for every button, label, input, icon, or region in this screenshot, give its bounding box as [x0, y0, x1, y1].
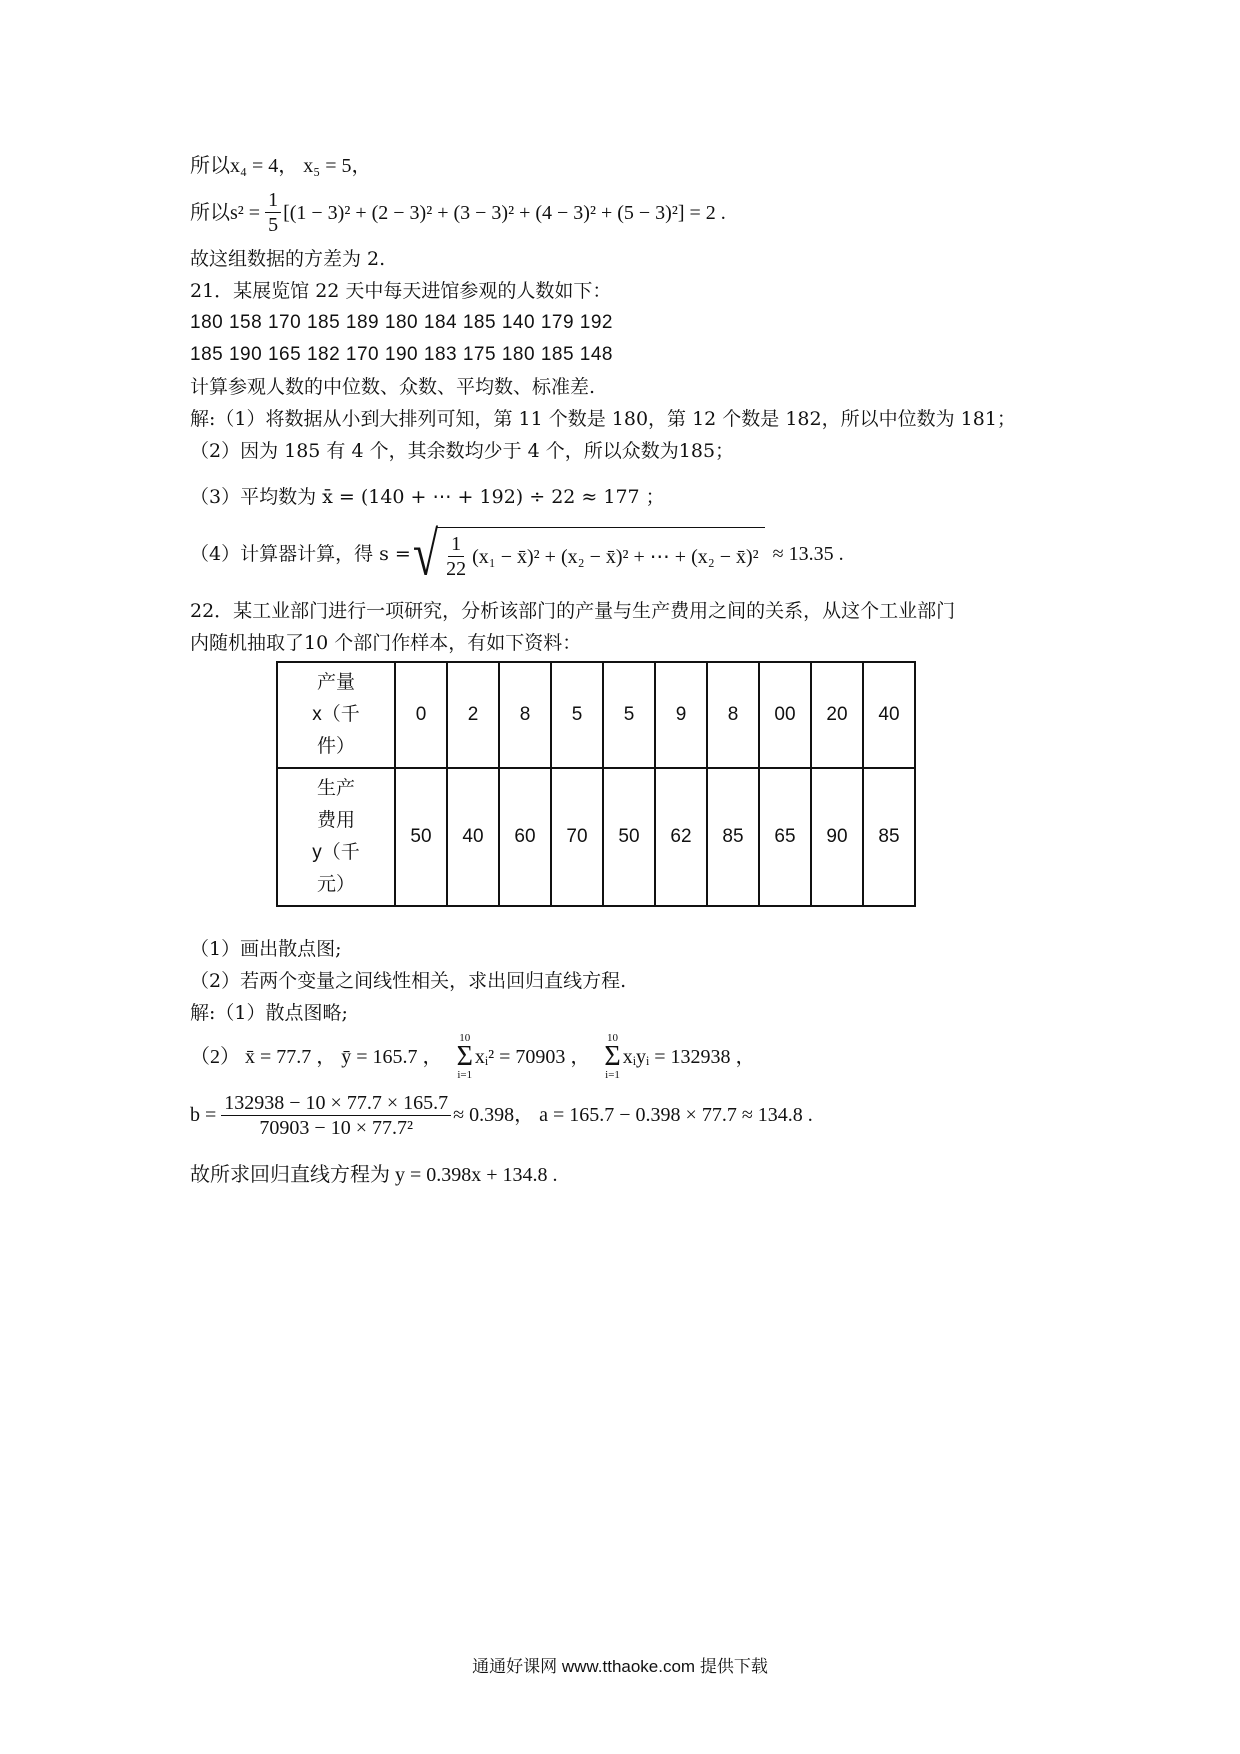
variance-formula — [190, 188, 1070, 237]
square-root — [412, 518, 765, 588]
formula-body: [(1 − 3)² + (2 − 3)² + (3 − 3)² + (4 − 3)² + (5 − 3)²] = 2 . — [283, 201, 726, 224]
header-line: 产量 — [316, 672, 355, 693]
table-row — [277, 768, 915, 906]
sum-upper-limit: 10 — [459, 1032, 471, 1044]
table-cell: 85 — [707, 768, 759, 906]
fraction-numerator: 1 — [448, 532, 464, 557]
question-22-part: （2）若两个变量之间线性相关，求出回归直线方程. — [190, 970, 627, 992]
fraction-numerator: 1 — [265, 188, 281, 213]
table-cell: 20 — [811, 662, 863, 768]
fraction-denominator: 5 — [268, 214, 279, 236]
header-line: x（千 — [312, 704, 360, 725]
table-cell: 90 — [811, 768, 863, 906]
fraction — [265, 188, 281, 237]
data-row: 180 158 170 185 189 180 184 185 140 179 192 — [190, 312, 613, 333]
regression-sums — [190, 1032, 1070, 1081]
formula-tail: ≈ 13.35 . — [772, 543, 844, 565]
fraction — [221, 1091, 451, 1140]
table-cell: 65 — [759, 768, 811, 906]
question-22-title: 22．某工业部门进行一项研究，分析该部门的产量与生产费用之间的关系，从这个工业部门 — [190, 600, 956, 622]
table-cell: 5 — [551, 662, 603, 768]
data-table — [276, 661, 916, 907]
header-line: y（千 — [312, 842, 360, 863]
formula-tail: ≈ 0.398， a = 165.7 − 0.398 × 77.7 ≈ 134.8 . — [453, 1104, 813, 1126]
header-line: 件） — [316, 736, 355, 757]
sum-lower-limit: i=1 — [457, 1069, 473, 1081]
document-body — [190, 150, 1070, 1191]
std-dev-formula — [190, 518, 1070, 588]
formula-prefix: （4）计算器计算，得 s = — [190, 543, 411, 565]
text-line: 故这组数据的方差为 2. — [190, 248, 386, 270]
sum-xy-text: xᵢyᵢ = 132938 ， — [622, 1046, 756, 1068]
means-text: （2） x̄ = 77.7 ， ȳ = 165.7 ， — [190, 1046, 443, 1068]
answer-line: （3）平均数为 x̄ = (140 + ⋯ + 192) ÷ 22 ≈ 177 ； — [190, 486, 665, 508]
summation-icon: 10 Σ i=1 — [604, 1032, 621, 1081]
header-line: 生产 — [316, 778, 355, 799]
question-21-ask: 计算参观人数的中位数、众数、平均数、标准差. — [190, 376, 596, 398]
formula-prefix: 所以s² = — [190, 201, 261, 224]
table-cell: 00 — [759, 662, 811, 768]
summation-icon: 10 Σ i=1 — [456, 1032, 473, 1081]
formula-prefix: b = — [190, 1104, 217, 1126]
answer-line: （2）因为 185 有 4 个，其余数均少于 4 个，所以众数为185； — [190, 440, 735, 462]
answer-line: 解:（1）散点图略; — [190, 1002, 348, 1024]
text-line: 所以x₄ = 4， x₅ = 5， — [190, 155, 372, 177]
page-footer: 通通好课网 www.tthaoke.com 提供下载 — [472, 1657, 768, 1676]
question-21-title: 21．某展览馆 22 天中每天进馆参观的人数如下： — [190, 280, 612, 302]
question-22-title: 内随机抽取了10 个部门作样本，有如下资料： — [190, 632, 582, 654]
table-cell: 50 — [395, 768, 447, 906]
data-row: 185 190 165 182 170 190 183 175 180 185 148 — [190, 344, 613, 365]
fraction-numerator: 132938 − 10 × 77.7 × 165.7 — [221, 1091, 451, 1116]
final-answer: 故所求回归直线方程为 y = 0.398x + 134.8 . — [190, 1164, 558, 1186]
table-cell: 9 — [655, 662, 707, 768]
table-cell: 70 — [551, 768, 603, 906]
table-cell: 40 — [447, 768, 499, 906]
header-line: 元） — [316, 874, 355, 895]
formula-body: (x₁ − x̄)² + (x₂ − x̄)² + ⋯ + (x₂ − x̄)² — [472, 545, 759, 568]
fraction-denominator: 22 — [446, 558, 467, 580]
table-cell: 50 — [603, 768, 655, 906]
row-header — [277, 768, 395, 906]
header-line: 费用 — [316, 810, 355, 831]
table-cell: 2 — [447, 662, 499, 768]
table-cell: 60 — [499, 768, 551, 906]
table-cell: 0 — [395, 662, 447, 768]
sum-xx-text: xᵢ² = 70903 ， — [474, 1046, 591, 1068]
fraction-denominator: 70903 − 10 × 77.7² — [259, 1116, 413, 1139]
table-cell: 8 — [707, 662, 759, 768]
sum-upper-limit: 10 — [607, 1032, 619, 1044]
table-cell: 85 — [863, 768, 915, 906]
table-row — [277, 662, 915, 768]
radical-sign-icon: √ — [412, 518, 439, 588]
table-cell: 40 — [863, 662, 915, 768]
slope-formula — [190, 1085, 1070, 1145]
answer-line: 解:（1）将数据从小到大排列可知，第 11 个数是 180，第 12 个数是 182，所以中位数为 181； — [190, 408, 1016, 430]
row-header — [277, 662, 395, 768]
question-22-part: （1）画出散点图; — [190, 938, 342, 960]
table-cell: 5 — [603, 662, 655, 768]
sum-lower-limit: i=1 — [605, 1069, 620, 1081]
table-cell: 8 — [499, 662, 551, 768]
table-cell: 62 — [655, 768, 707, 906]
